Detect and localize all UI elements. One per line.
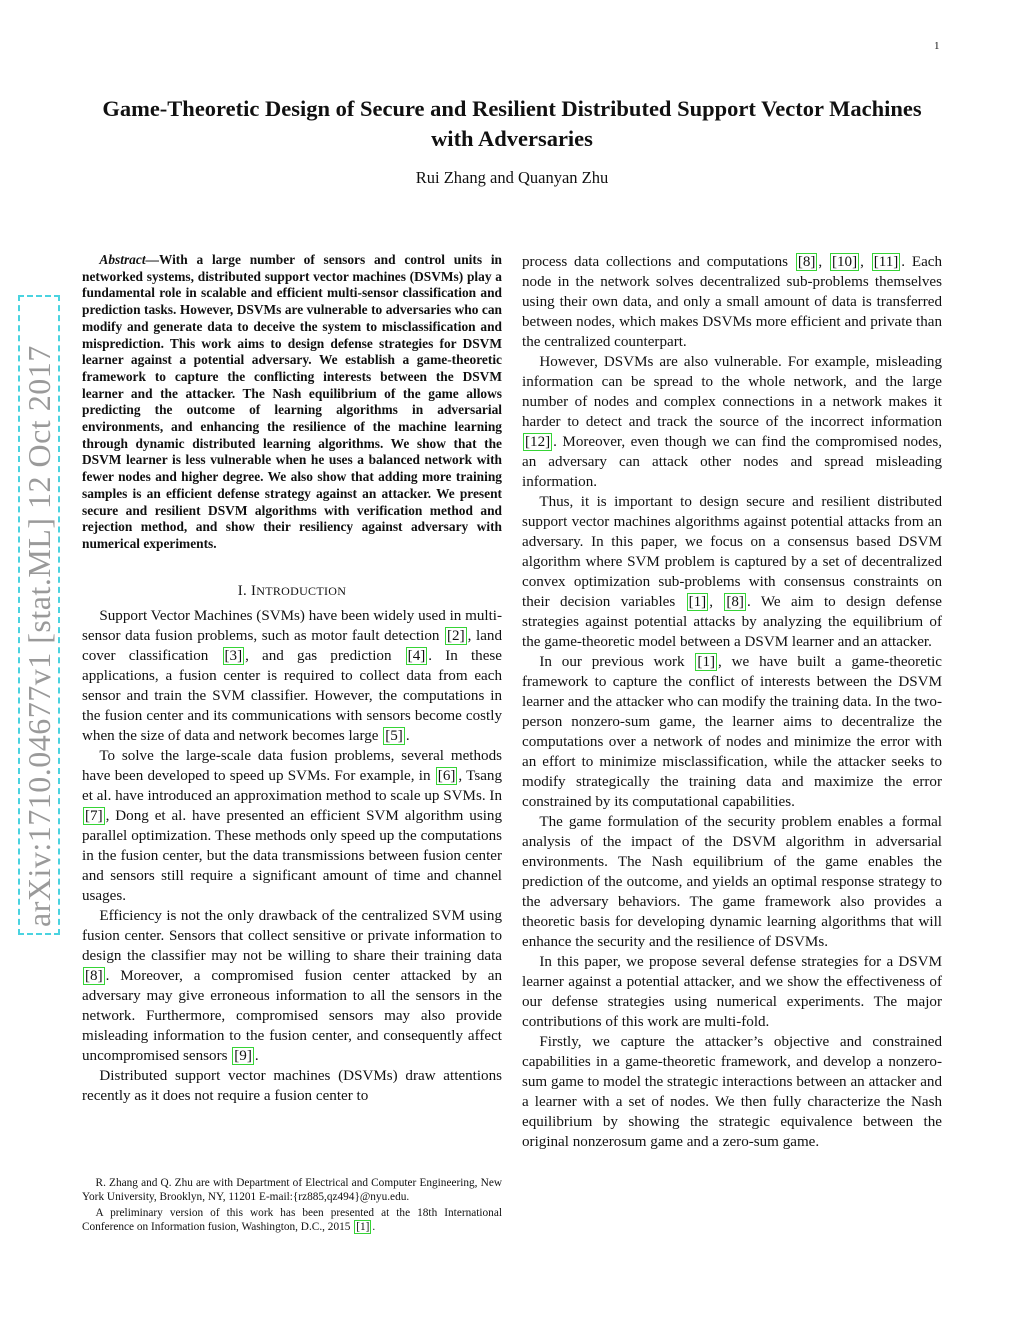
paragraph: Distributed support vector machines (DSVMs) draw attentions recently as it does not require a fusion center to [82, 1067, 502, 1104]
citation-link[interactable]: [5] [385, 727, 403, 744]
abstract [82, 252, 502, 553]
paper-title-line-1: Game-Theoretic Design of Secure and Resilient Distributed Support Vector Machines [102, 96, 922, 121]
citation-link[interactable]: [4] [407, 647, 426, 664]
left-column [82, 252, 502, 1106]
citation-link[interactable]: [1] [688, 594, 707, 610]
paper-title [80, 94, 944, 154]
page-number: 1 [934, 40, 940, 52]
paragraph: However, DSVMs are also vulnerable. For example, misleading information can be spread to the whole network, and the large number of nodes and complex connections in a network makes it harder to detect and track the source of the incorrect information [12] . Moreover, even though we can find the compromised nodes, an adversary can attack other nodes and spread misleading information. [522, 354, 942, 490]
citation-link[interactable]: [9] [234, 1047, 252, 1064]
paragraph: Thus, it is important to design secure and resilient distributed support vector machines algorithms against potential attacks from an adversary. In this paper, we focus on a consensus based DSVM algorithm where SVM problem is captured by a set of decentralized convex optimization sub-problems with consensus constraints on their decision variables [1] , [8] . We aim to design defense strategies against potential attacks by analyzing the equilibrium of the game-theoretic model between a DSVM learner and an attacker. [522, 494, 942, 650]
paragraph: process data collections and computations [8] , [10] , [11] . Each node in the network solves decentralized sub-problems themselves using their own data, and only a small amount of data is transferred between nodes, which makes DSVMs more efficient and private than the centralized counterpart. [522, 254, 943, 350]
citation-link[interactable]: [8] [85, 967, 103, 984]
citation-link[interactable]: [7] [85, 807, 103, 824]
citation-link[interactable]: [1] [356, 1221, 370, 1233]
citation-link[interactable]: [1] [697, 654, 716, 670]
paragraph: The game formulation of the security problem enables a formal analysis of the impact of the DSVM algorithm in adversarial environments. The Nash equilibrium of the game enables the prediction of the outcome, and yields an optimal response strategy to the adversary behaviors. The game framework also provides a theoretic basis for developing dynamic learning algorithms that will enhance the security and the resilience of DSVMs. [522, 814, 942, 950]
paper-title-line-2: with Adversaries [431, 126, 593, 151]
authors: Rui Zhang and Quanyan Zhu [415, 168, 609, 187]
citation-link[interactable]: [6] [437, 767, 456, 784]
abstract-label: Abstract [99, 252, 146, 267]
section-heading-introduction: I. INTRODUCTION [237, 582, 347, 599]
paragraph: Firstly, we capture the attacker’s objective and constrained capabilities in a game-theoretic framework, and develop a nonzero-sum game to model the strategic interactions between an attacker and a learner with a set of nodes. We then fully characterize the Nash equilibrium by showing the strategic equivalence between the original nonzerosum game and a zero-sum game. [522, 1034, 942, 1150]
citation-link[interactable]: [12] [525, 434, 551, 450]
paragraph: Efficiency is not the only drawback of the centralized SVM using fusion center. Sensors that collect sensitive or private information to design the classifier may not be willing to share their training data [8] . Moreover, a compromised fusion center attacked by an adversary may give erroneous information to all the sensors in the network. Furthermore, compromised sensors may also provide misleading information to the fusion center, and consequently affect uncompromised sensors [9] . [82, 907, 502, 1064]
paragraph: In our previous work [1] , we have built a game-theoretic framework to capture the conflict of interests between the DSVM learner and the attacker who can modify the training data. In the two-person nonzero-sum game, the learner aims to decentralize the computations over a network of nodes and minimize the error with an effort to minimize misclassification, while the attacker seeks to modify strategically the training data and maximize the error constrained by its computational capabilities. [522, 654, 942, 810]
citation-link[interactable]: [8] [797, 254, 816, 270]
right-column [522, 252, 942, 1152]
citation-link[interactable]: [2] [447, 627, 465, 644]
paragraph: In this paper, we propose several defense strategies for a DSVM learner against a potential attacker, and we show the effectiveness of our defense strategies using numerical experiments. The major contributions of this work are multi-fold. [522, 954, 942, 1030]
footnotes [82, 1176, 502, 1236]
paragraph: To solve the large-scale data fusion problems, several methods have been developed to speed up SVMs. For example, in [6] , Tsang et al. have introduced an approximation method to scale up SVMs. In [7] , Dong et al. have presented an efficient SVM algorithm using parallel optimization. These methods only speed up the computations in the fusion center, but the data transmissions between fusion center and sensors still require a significant amount of time and channel usages. [82, 747, 503, 904]
paragraph: Support Vector Machines (SVMs) have been widely used in multi-sensor data fusion problems, such as motor fault detection [2] , land cover classification [3] , and gas prediction [4] . In these applications, a fusion center is required to collect data from each sensor and train the SVM classifier. However, the computations in the fusion center and its communications with sensors become costly when the size of data and network becomes large [5] . [82, 607, 502, 744]
citation-link[interactable]: [10] [831, 254, 858, 270]
footnote-affiliation: R. Zhang and Q. Zhu are with Department of Electrical and Computer Engineering, New York University, Brooklyn, NY, 11201 E-mail:{rz885,qz494}@nyu.edu. [82, 1177, 502, 1203]
footnote-preliminary-version: A preliminary version of this work has been presented at the 18th International Conference on Information fusion, Washington, D.C., 2015 [1] . [82, 1207, 502, 1233]
arxiv-identifier-stamp[interactable]: arXiv:1710.04677v1 [stat.ML] 12 Oct 2017 [18, 295, 60, 935]
citation-link[interactable]: [8] [726, 594, 744, 610]
citation-link[interactable]: [11] [873, 254, 899, 270]
abstract-text: —With a large number of sensors and control units in networked systems, distributed support vector machines (DSVMs) play a fundamental role in scalable and efficient multi-sensor classification and prediction tasks. However, DSVMs are vulnerable to adversaries who can modify and generate data to deceive the system to misclassification and misprediction. This work aims to design defense strategies for DSVM learner against a potential adversary. We establish a game-theoretic framework to capture the conflicting interests between the DSVM learner and the attacker. The Nash equilibrium of the game allows predicting the outcome of learning algorithms in adversarial environments, and enhancing the resilience of the machine learning through dynamic distributed learning algorithms. We show that the DSVM learner is less vulnerable when he uses a balanced network with fewer nodes and higher degree. We also show that adding more training samples is an efficient defense strategy against an attacker. We present secure and resilient DSVM algorithms with verification method and rejection method, and show their resiliency against adversary with numerical experiments. [82, 252, 502, 551]
citation-link[interactable]: [3] [224, 647, 243, 664]
